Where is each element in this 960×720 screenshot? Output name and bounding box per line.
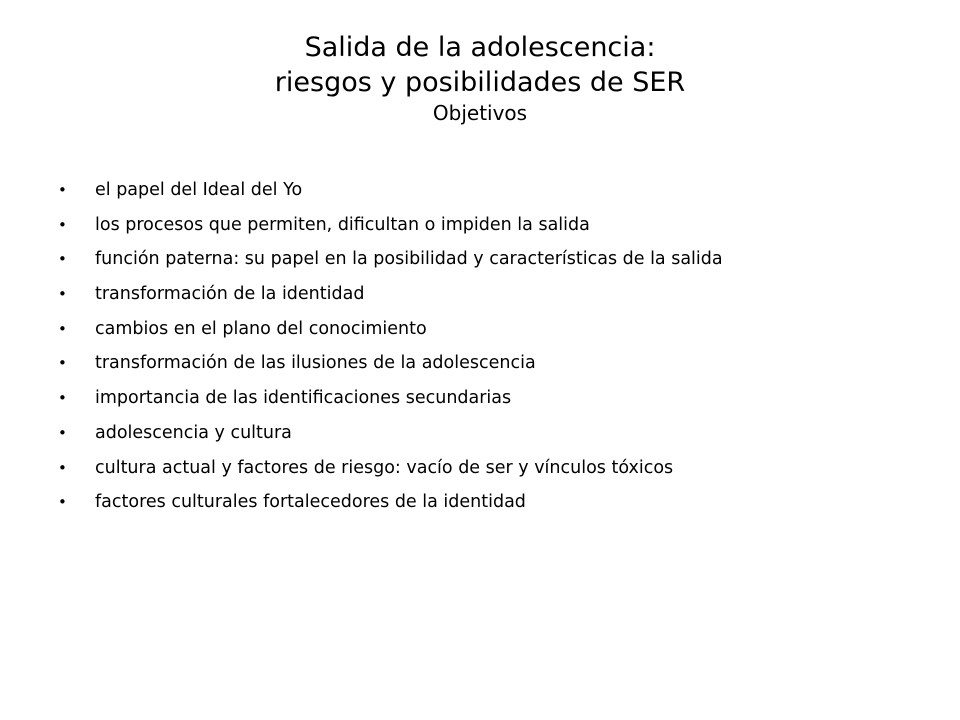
- list-item: [58, 485, 938, 520]
- list-item-text: transformación de la identidad: [95, 284, 365, 305]
- list-item-text: función paterna: su papel en la posibilidad y características de la salida: [95, 249, 723, 270]
- list-item: [58, 277, 938, 312]
- bullet-icon: •: [58, 319, 67, 338]
- title-line-1: Salida de la adolescencia:: [304, 32, 656, 63]
- bullet-icon: •: [58, 215, 67, 234]
- list-item: [58, 312, 938, 347]
- list-item-text: cambios en el plano del conocimiento: [95, 318, 427, 339]
- list-item-text: el papel del Ideal del Yo: [95, 180, 303, 200]
- bullet-icon: •: [58, 423, 67, 442]
- list-item: [58, 242, 938, 277]
- title-line-2: riesgos y posibilidades de SER: [274, 67, 686, 98]
- bullet-icon: •: [58, 493, 67, 512]
- bullet-icon: •: [58, 285, 67, 304]
- list-item-text: los procesos que permiten, dificultan o impiden la salida: [95, 214, 590, 235]
- bullet-icon: •: [58, 458, 67, 477]
- bullet-icon: •: [58, 250, 67, 269]
- bullet-icon: •: [58, 354, 67, 373]
- bullet-icon: •: [58, 181, 67, 199]
- bullet-icon: •: [58, 389, 67, 408]
- list-item: [58, 208, 938, 243]
- list-item-text: adolescencia y cultura: [95, 422, 292, 443]
- list-item: [58, 451, 938, 486]
- list-item: [58, 173, 938, 208]
- list-item-text: importancia de las identificaciones secundarias: [95, 388, 512, 409]
- list-item: [58, 346, 938, 381]
- list-item: [58, 416, 938, 451]
- list-item: [58, 381, 938, 416]
- slide-title: [0, 30, 960, 126]
- list-item-text: transformación de las ilusiones de la adolescencia: [95, 353, 536, 374]
- objectives-list: [58, 173, 938, 520]
- slide-subtitle: Objetivos: [432, 101, 528, 125]
- list-item-text: factores culturales fortalecedores de la identidad: [95, 492, 526, 513]
- list-item-text: cultura actual y factores de riesgo: vacío de ser y vínculos tóxicos: [95, 457, 674, 478]
